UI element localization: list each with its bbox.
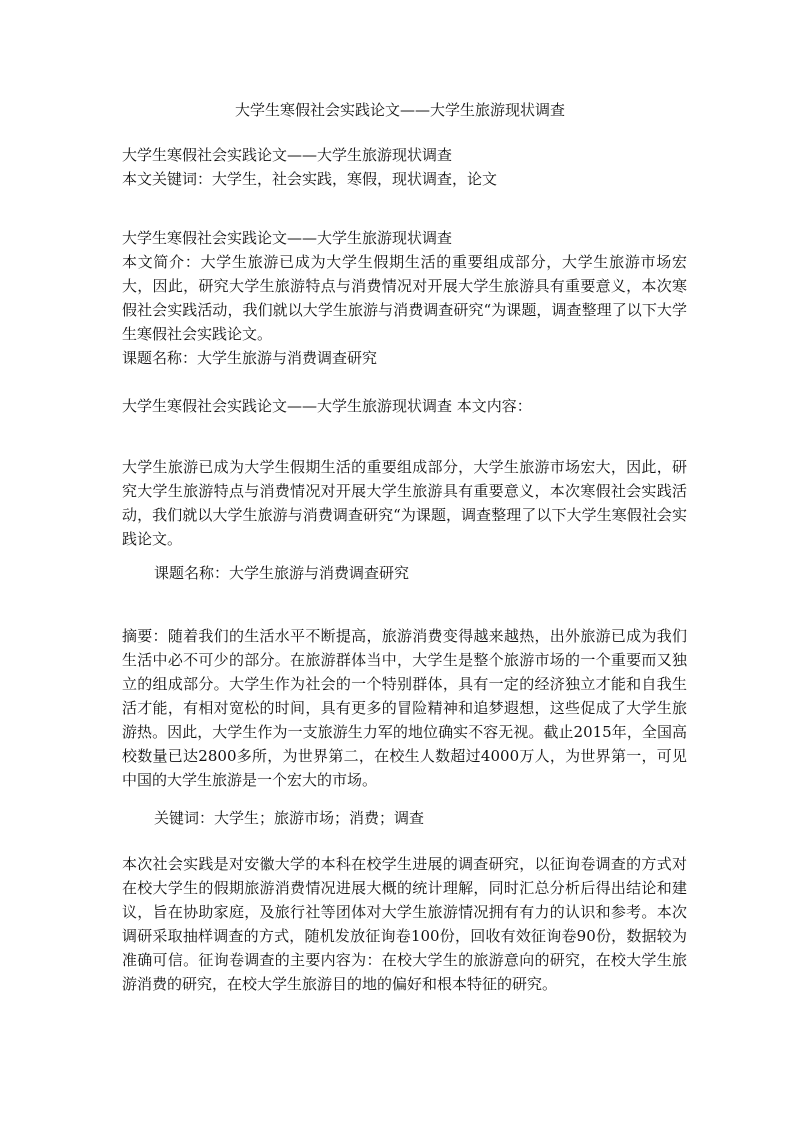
keywords (154, 806, 719, 830)
content-paragraph (122, 455, 687, 551)
keywords-line: 本文关键词：大学生，社会实践，寒假，现状调查，论文 (122, 170, 498, 188)
abstract-text: 摘要：随着我们的生活水平不断提高，旅游消费变得越来越热，出外旅游已成为我们生活中必不可少的部分。在旅游群体当中，大学生是整个旅游市场的一个重要而又独立的组成部分。大学生作为社会的一个特别群体，具有一定的经济独立才能和自我生活才能，有相对宽松的时间，具有更多的冒险精神和追梦遐想，这些促成了大学生旅游热。因此，大学生作为一支旅游生力军的地位确实不容无视。截止2015年，全国高校数量已达2800多所，为世界第二，在校生人数超过4000万人，为世界第一，可见中国的大学生旅游是一个宏大的市场。 (122, 627, 687, 789)
document-title: 大学生寒假社会实践论文——大学生旅游现状调查 (234, 101, 565, 119)
keywords-text: 关键词：大学生；旅游市场；消费；调查 (154, 809, 425, 827)
topic-line (154, 561, 719, 585)
body-paragraph-text: 本次社会实践是对安徽大学的本科在校学生进展的调查研究，以征询卷调查的方式对在校大学生的假期旅游消费情况进展大概的统计理解，同时汇总分析后得出结论和建议，旨在协助家庭，及旅行社等团体对大学生旅游情况拥有有力的认识和参考。本次调研采取抽样调查的方式，随机发放征询卷100份，回收有效征询卷90份，数据较为准确可信。征询卷调查的主要内容为：在校大学生的旅游意向的研究，在校大学生旅游消费的研究，在校大学生旅游目的地的偏好和根本特征的研究。 (122, 855, 687, 993)
intro-title-line: 大学生寒假社会实践论文——大学生旅游现状调查 (122, 229, 453, 247)
content-paragraph-text: 大学生旅游已成为大学生假期生活的重要组成部分，大学生旅游市场宏大，因此，研究大学生旅游特点与消费情况对开展大学生旅游具有重要意义，本次寒假社会实践活动，我们就以大学生旅游与消费调查研究“为课题，调查整理了以下大学生寒假社会实践论文。 (122, 458, 687, 548)
content-heading (122, 394, 687, 418)
body-paragraph (122, 852, 687, 996)
intro-topic: 课题名称：大学生旅游与消费调查研究 (122, 349, 378, 367)
intro-summary: 本文简介：大学生旅游已成为大学生假期生活的重要组成部分，大学生旅游市场宏大，因此，研究大学生旅游特点与消费情况对开展大学生旅游具有重要意义，本次寒假社会实践活动，我们就以大学生旅游与消费调查研究“为课题，调查整理了以下大学生寒假社会实践论文。 (122, 253, 687, 343)
header-block (122, 143, 687, 191)
header-title-line: 大学生寒假社会实践论文——大学生旅游现状调查 (122, 146, 453, 164)
intro-block (122, 226, 687, 370)
content-heading-text: 大学生寒假社会实践论文——大学生旅游现状调查 本文内容： (122, 397, 532, 415)
abstract (122, 624, 687, 792)
topic-line-text: 课题名称：大学生旅游与消费调查研究 (154, 564, 410, 582)
